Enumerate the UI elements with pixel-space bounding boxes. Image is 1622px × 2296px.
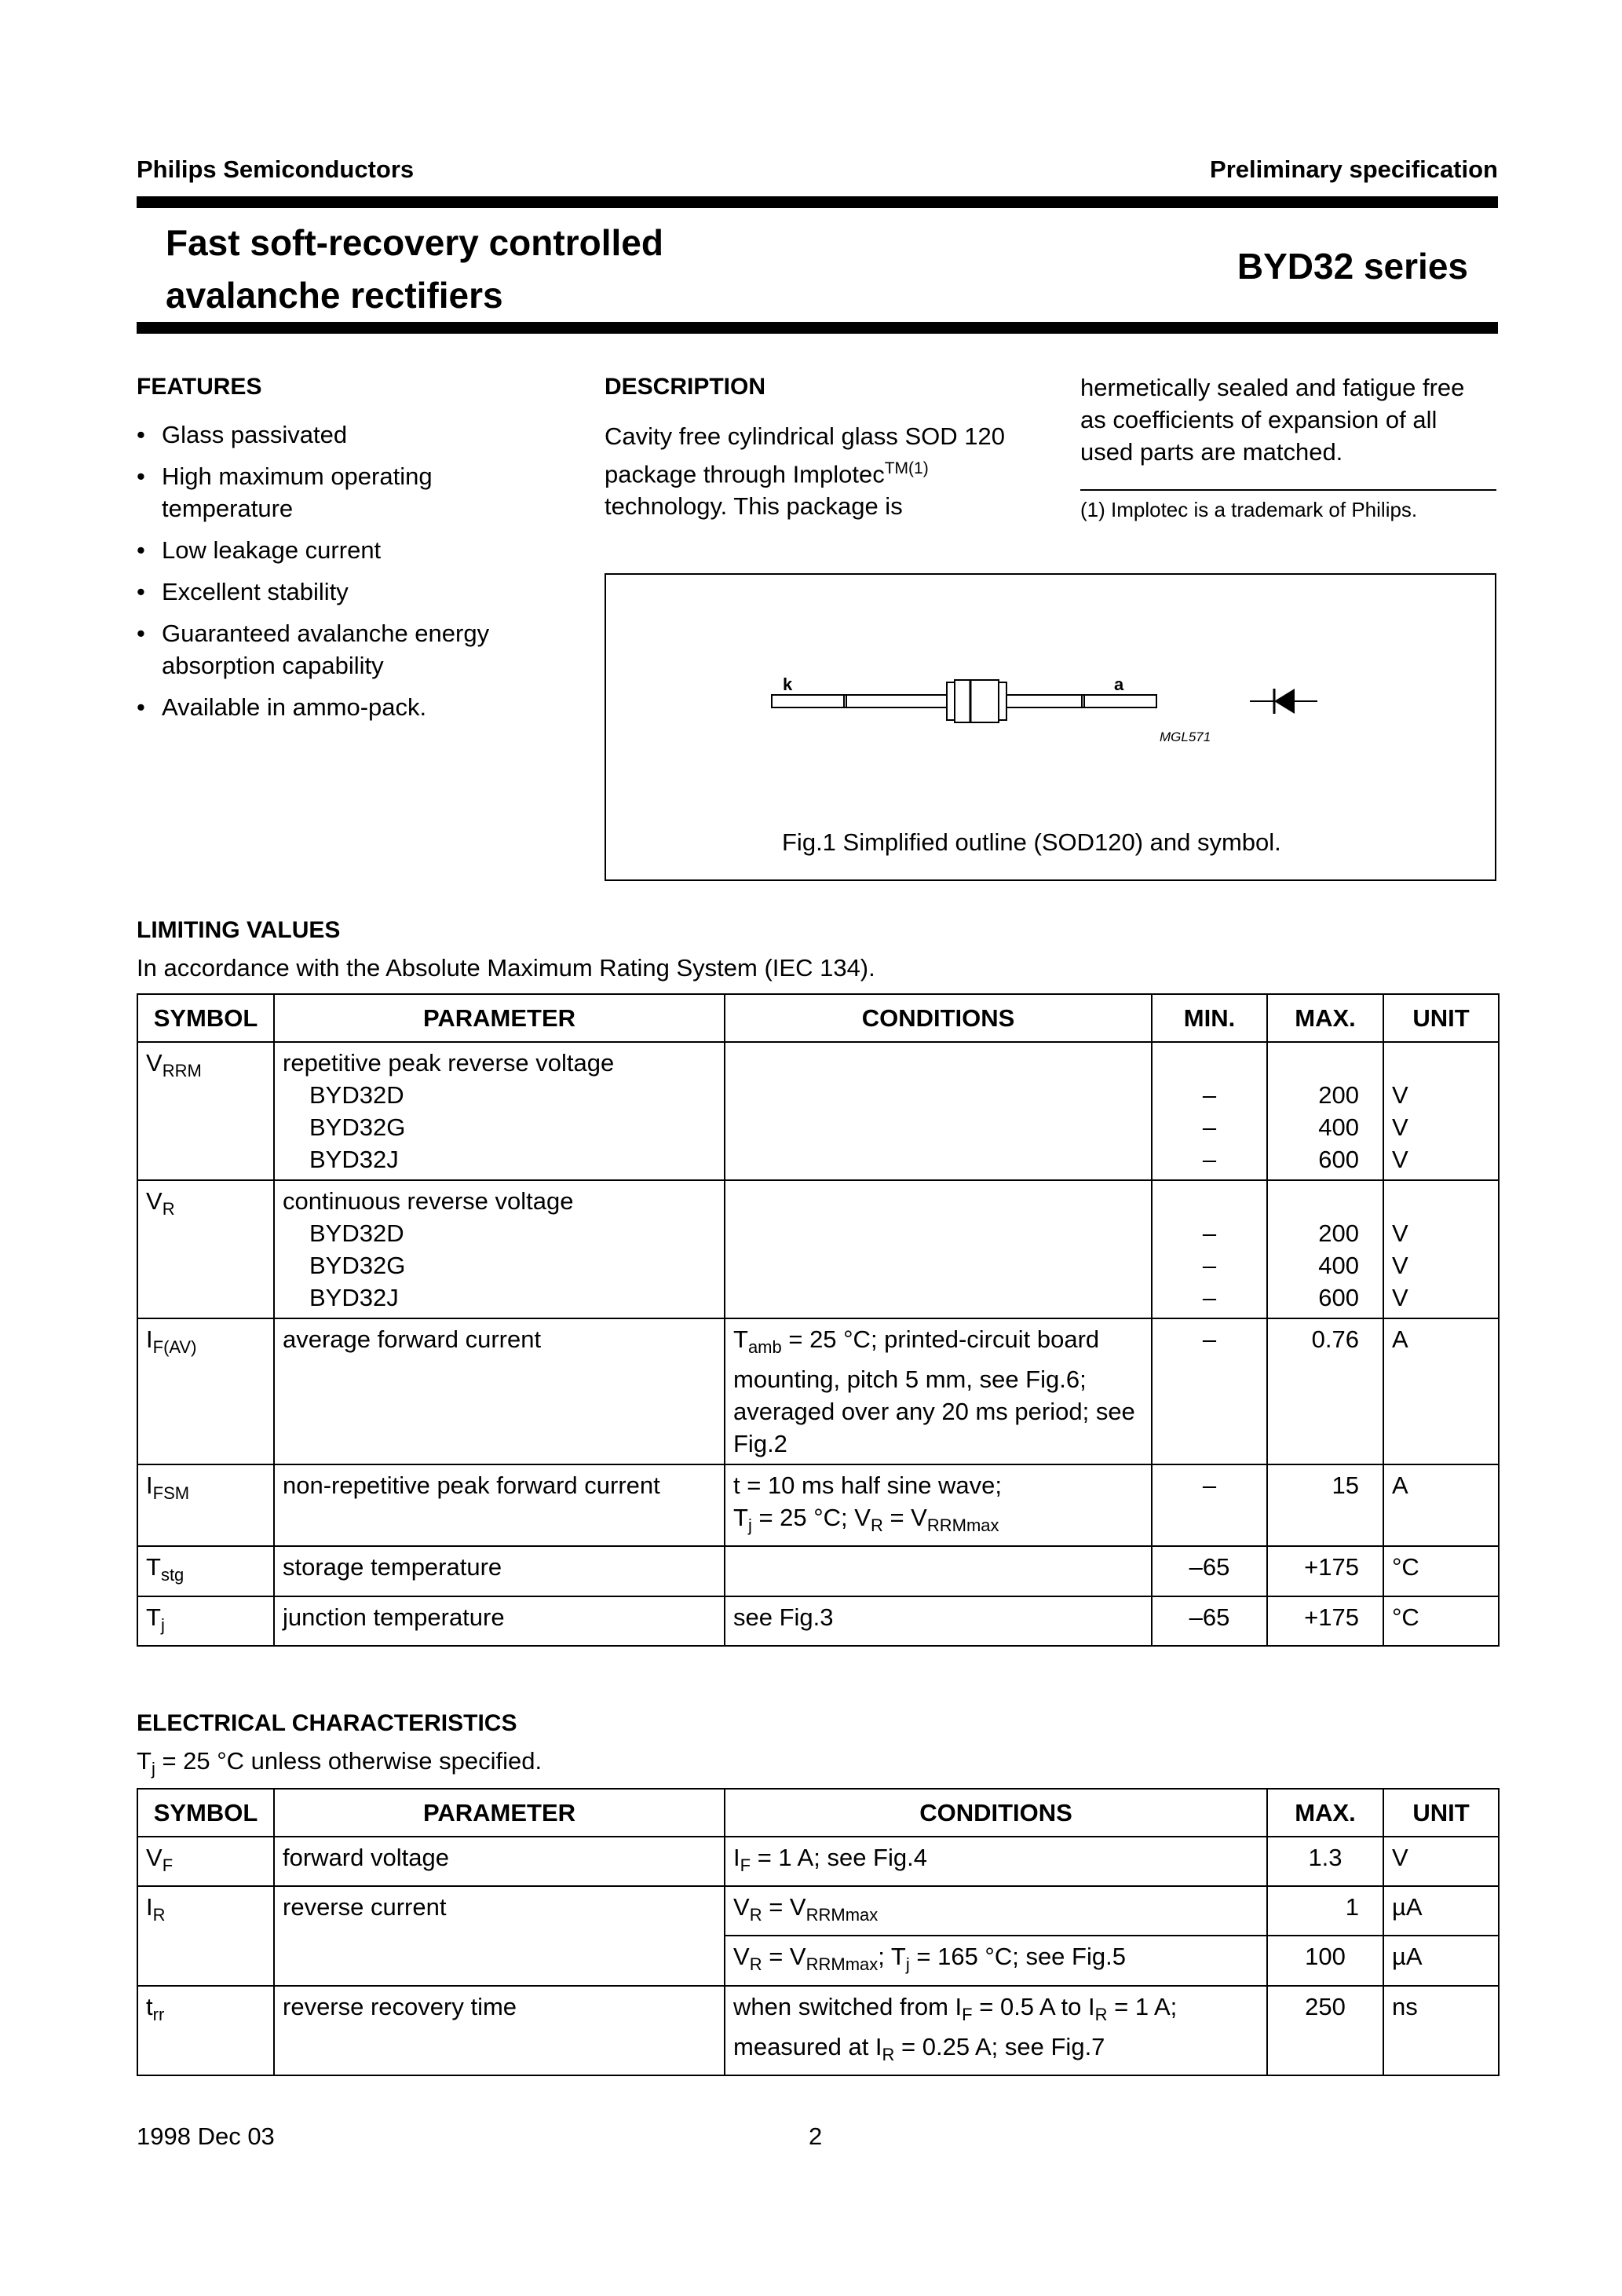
- description-text-cont: hermetically sealed and fatigue free as coefficients of expansion of all used parts are matched.: [1080, 374, 1465, 466]
- feature-item: • Low leakage current: [137, 534, 545, 566]
- conditions-cell: $T_{amb} = 25$ °C; printed-circuit board mounting, pitch 5 mm, see Fig.6; averaged over any 20 ms period; see Fig.2: [725, 1318, 1152, 1464]
- col-unit: UNIT: [1383, 994, 1499, 1042]
- footer-date: 1998 Dec 03: [137, 2122, 275, 2150]
- col-parameter: PARAMETER: [274, 1789, 725, 1837]
- company-name: Philips Semiconductors: [137, 155, 415, 183]
- feature-item: • Glass passivated: [137, 419, 545, 451]
- diode-symbol-triangle: [1274, 689, 1295, 714]
- conditions-cell: [725, 1180, 1152, 1318]
- figure-caption: Fig.1 Simplified outline (SOD120) and symbol.: [782, 828, 1281, 856]
- feature-item: • Excellent stability: [137, 576, 545, 608]
- footnote: (1) Implotec is a trademark of Philips.: [1080, 498, 1418, 521]
- col-parameter: PARAMETER: [274, 994, 725, 1042]
- electrical-heading: ELECTRICAL CHARACTERISTICS: [137, 1710, 517, 1736]
- symbol-cell: $V_{RRM}$: [137, 1042, 274, 1180]
- parameter-cell: continuous reverse voltage BYD32D BYD32G BYD32J: [274, 1180, 725, 1318]
- parameter-cell: reverse current: [274, 1886, 725, 1985]
- table-row: [137, 1180, 1499, 1318]
- table-row: [137, 1596, 1499, 1646]
- col-symbol: SYMBOL: [137, 1789, 274, 1837]
- max-cell: 15: [1267, 1464, 1383, 1546]
- unit-cell: V V V: [1383, 1042, 1499, 1180]
- col-conditions: CONDITIONS: [725, 994, 1152, 1042]
- conditions-cell: [725, 1042, 1152, 1180]
- electrical-intro: $T_j = 25$ °C unless otherwise specified.: [137, 1747, 542, 1779]
- description-text: Cavity free cylindrical glass SOD 120 package through Implotec$^{TM(1)}$ technology. This package is: [605, 422, 1005, 521]
- table-row: [137, 1318, 1499, 1464]
- unit-cell: °C: [1383, 1596, 1499, 1646]
- feature-item: • High maximum operating temperature: [137, 460, 545, 525]
- unit-cell: ns: [1383, 1986, 1499, 2075]
- feature-item: • Guaranteed avalanche energy absorption capability: [137, 617, 545, 682]
- col-unit: UNIT: [1383, 1789, 1499, 1837]
- parameter-cell: repetitive peak reverse voltage BYD32D BYD32G BYD32J: [274, 1042, 725, 1180]
- conditions-cell: when switched from $I_F = 0.5$ A to $I_R = 1$ A; measured at $I_R = 0.25$ A; see Fig.7: [725, 1986, 1267, 2075]
- max-cell: 100: [1267, 1936, 1383, 1985]
- table-header-row: [137, 1789, 1499, 1837]
- min-cell: – – –: [1152, 1180, 1267, 1318]
- symbol-cell: $I_R$: [137, 1886, 274, 1985]
- min-cell: –65: [1152, 1596, 1267, 1646]
- title-line-1: Fast soft-recovery controlled: [166, 222, 663, 263]
- series-name: BYD32 series: [1237, 246, 1468, 287]
- symbol-cell: $t_{rr}$: [137, 1986, 274, 2075]
- page-title: [166, 217, 663, 322]
- limiting-values-table: [137, 993, 1500, 1647]
- table-row: [137, 1837, 1499, 1886]
- col-max: MAX.: [1267, 1789, 1383, 1837]
- unit-cell: A: [1383, 1318, 1499, 1464]
- unit-cell: V: [1383, 1837, 1499, 1886]
- parameter-cell: storage temperature: [274, 1546, 725, 1596]
- max-cell: +175: [1267, 1596, 1383, 1646]
- col-symbol: SYMBOL: [137, 994, 274, 1042]
- unit-cell: °C: [1383, 1546, 1499, 1596]
- conditions-cell: $V_R = V_{RRMmax}$: [725, 1886, 1267, 1936]
- cathode-label: k: [783, 675, 793, 694]
- col-max: MAX.: [1267, 994, 1383, 1042]
- figure-code: MGL571: [1160, 729, 1211, 744]
- min-cell: –: [1152, 1464, 1267, 1546]
- table-row: [137, 1464, 1499, 1546]
- max-cell: 1: [1267, 1886, 1383, 1936]
- unit-cell: µA: [1383, 1936, 1499, 1985]
- symbol-cell: $I_{F(AV)}$: [137, 1318, 274, 1464]
- max-cell: 200 400 600: [1267, 1180, 1383, 1318]
- min-cell: –65: [1152, 1546, 1267, 1596]
- col-conditions: CONDITIONS: [725, 1789, 1267, 1837]
- symbol-cell: $I_{FSM}$: [137, 1464, 274, 1546]
- table-row: [137, 1886, 1499, 1936]
- feature-item: • Available in ammo-pack.: [137, 691, 545, 723]
- parameter-cell: forward voltage: [274, 1837, 725, 1886]
- limiting-values-intro: In accordance with the Absolute Maximum Rating System (IEC 134).: [137, 954, 875, 982]
- footnote-rule: [1080, 489, 1496, 491]
- parameter-cell: junction temperature: [274, 1596, 725, 1646]
- max-cell: +175: [1267, 1546, 1383, 1596]
- features-list: [137, 419, 545, 733]
- figure-box: [605, 573, 1496, 881]
- symbol-cell: $T_j$: [137, 1596, 274, 1646]
- features-heading: FEATURES: [137, 374, 262, 400]
- table-header-row: [137, 994, 1499, 1042]
- max-cell: 250: [1267, 1986, 1383, 2075]
- top-rule: [137, 196, 1498, 208]
- anode-label: a: [1114, 675, 1124, 694]
- conditions-cell: see Fig.3: [725, 1596, 1152, 1646]
- table-row: [137, 1986, 1499, 2075]
- limiting-values-heading: LIMITING VALUES: [137, 917, 341, 943]
- max-cell: 1.3: [1267, 1837, 1383, 1886]
- parameter-cell: average forward current: [274, 1318, 725, 1464]
- unit-cell: µA: [1383, 1886, 1499, 1936]
- conditions-cell: [725, 1546, 1152, 1596]
- symbol-cell: $V_R$: [137, 1180, 274, 1318]
- description-heading: DESCRIPTION: [605, 374, 766, 400]
- unit-cell: V V V: [1383, 1180, 1499, 1318]
- conditions-cell: $V_R = V_{RRMmax}$; $T_j = 165$ °C; see Fig.5: [725, 1936, 1267, 1985]
- max-cell: 0.76: [1267, 1318, 1383, 1464]
- conditions-cell: t = 10 ms half sine wave; $T_j = 25$ °C; $V_R = V_{RRMmax}$: [725, 1464, 1152, 1546]
- table-row: [137, 1546, 1499, 1596]
- min-cell: – – –: [1152, 1042, 1267, 1180]
- max-cell: 200 400 600: [1267, 1042, 1383, 1180]
- electrical-table: [137, 1788, 1500, 2076]
- title-rule: [137, 322, 1498, 334]
- unit-cell: A: [1383, 1464, 1499, 1546]
- symbol-cell: $V_F$: [137, 1837, 274, 1886]
- page-number: 2: [809, 2122, 823, 2150]
- document-status: Preliminary specification: [1210, 155, 1498, 183]
- title-line-2: avalanche rectifiers: [166, 275, 503, 316]
- parameter-cell: non-repetitive peak forward current: [274, 1464, 725, 1546]
- symbol-cell: $T_{stg}$: [137, 1546, 274, 1596]
- col-min: MIN.: [1152, 994, 1267, 1042]
- parameter-cell: reverse recovery time: [274, 1986, 725, 2075]
- conditions-cell: $I_F = 1$ A; see Fig.4: [725, 1837, 1267, 1886]
- table-row: [137, 1042, 1499, 1180]
- min-cell: –: [1152, 1318, 1267, 1464]
